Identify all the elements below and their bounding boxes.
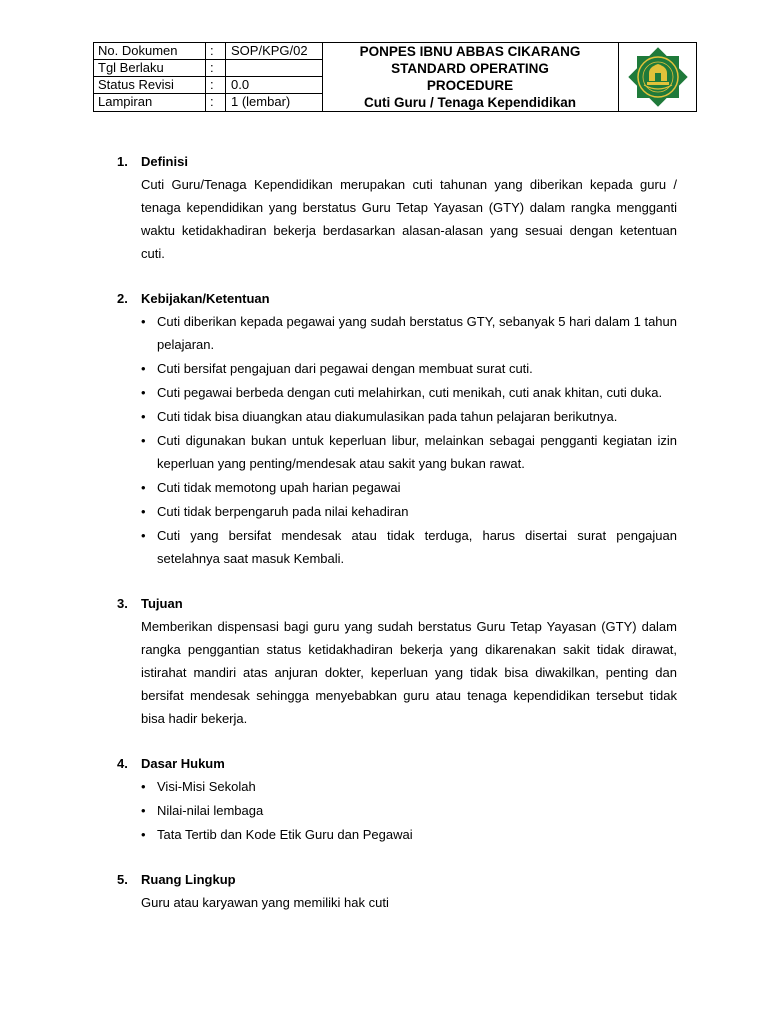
meta-colon: : [210, 60, 214, 75]
list-item-text: Cuti pegawai berbeda dengan cuti melahirkan, cuti menikah, cuti anak khitan, cuti duka. [157, 385, 663, 400]
section-number: 5. [117, 872, 128, 887]
meta-row-no-dokumen [94, 43, 322, 60]
section-heading [117, 592, 677, 615]
meta-colon: : [210, 94, 214, 109]
bullet-icon: • [141, 433, 146, 448]
meta-row-lampiran [94, 94, 322, 111]
meta-row-tgl-berlaku [94, 60, 322, 77]
meta-colon: : [210, 43, 214, 58]
list-item [141, 775, 677, 798]
section-heading [117, 150, 677, 173]
table-divider [225, 43, 226, 111]
bullet-icon: • [141, 409, 146, 424]
document-body [117, 150, 677, 936]
section-number: 3. [117, 596, 128, 611]
section-paragraph: Memberikan dispensasi bagi guru yang sudah berstatus Guru Tetap Yayasan (GTY) dalam rangka penggantian status ketidakhadiran bekerja yang dikarenakan sakit tidak dirawat, istirahat mandiri atas anjuran dokter, keperluan yang tidak bisa diwakilkan, penting dan bersifat mendesak sehingga menyebabkan guru atau tenaga kependidikan tersebut tidak bisa hadir bekerja. [141, 619, 677, 726]
section-dasar-hukum [117, 752, 677, 846]
list-item-text: Cuti tidak berpengaruh pada nilai kehadiran [157, 504, 409, 519]
list-item [141, 357, 677, 380]
document-meta [94, 43, 322, 111]
bullet-icon: • [141, 528, 146, 543]
list-item-text: Cuti tidak bisa diuangkan atau diakumulasikan pada tahun pelajaran berikutnya. [157, 409, 618, 424]
section-number: 2. [117, 291, 128, 306]
list-item-text: Cuti diberikan kepada pegawai yang sudah berstatus GTY, sebanyak 5 hari dalam 1 tahun pelajaran. [157, 314, 677, 352]
list-item [141, 310, 677, 356]
list-item [141, 429, 677, 475]
section-title: Tujuan [141, 596, 183, 611]
section-title: Definisi [141, 154, 188, 169]
section-paragraph: Cuti Guru/Tenaga Kependidikan merupakan cuti tahunan yang diberikan kepada guru / tenaga kependidikan yang berstatus Guru Tetap Yayasan (GTY) dalam rangka mengganti waktu ketidakhadiran bekerja berdasarkan alasan-alasan yang sesuai dengan ketentuan cuti. [141, 177, 677, 261]
bullet-icon: • [141, 827, 146, 842]
list-item [141, 823, 677, 846]
document-header-table [93, 42, 697, 112]
list-item [141, 381, 677, 404]
section-ruang-lingkup [117, 868, 677, 914]
meta-label: Lampiran [98, 94, 153, 109]
meta-value: 0.0 [231, 77, 250, 92]
meta-label: Status Revisi [98, 77, 174, 92]
bullet-icon: • [141, 314, 146, 329]
section-paragraph: Guru atau karyawan yang memiliki hak cuti [141, 895, 389, 910]
section-definisi [117, 150, 677, 265]
meta-value: 1 (lembar) [231, 94, 291, 109]
sop-title-line1: STANDARD OPERATING [391, 61, 549, 76]
school-emblem-icon [619, 43, 696, 111]
list-item-text: Tata Tertib dan Kode Etik Guru dan Pegawai [157, 827, 413, 842]
meta-row-status-revisi [94, 77, 322, 94]
institution-name: PONPES IBNU ABBAS CIKARANG [359, 44, 581, 59]
bullet-icon: • [141, 779, 146, 794]
meta-label: Tgl Berlaku [98, 60, 164, 75]
section-number: 4. [117, 756, 128, 771]
bullet-icon: • [141, 803, 146, 818]
section-heading [117, 287, 677, 310]
meta-value: SOP/KPG/02 [231, 43, 308, 58]
document-title-block [322, 43, 618, 111]
list-item [141, 405, 677, 428]
meta-label: No. Dokumen [98, 43, 178, 58]
bullet-icon: • [141, 480, 146, 495]
sop-title-line2: PROCEDURE [426, 78, 514, 93]
list-item [141, 799, 677, 822]
section-heading [117, 752, 677, 775]
list-item-text: Cuti yang bersifat mendesak atau tidak terduga, harus disertai surat pengajuan setelahnya saat masuk Kembali. [157, 528, 677, 566]
list-item [141, 500, 677, 523]
bullet-icon: • [141, 385, 146, 400]
section-title: Kebijakan/Ketentuan [141, 291, 270, 306]
list-item-text: Visi-Misi Sekolah [157, 779, 256, 794]
list-item-text: Cuti digunakan bukan untuk keperluan libur, melainkan sebagai pengganti kegiatan izin keperluan yang penting/mendesak atau sakit yang bukan rawat. [157, 433, 677, 471]
policy-list [117, 310, 677, 570]
sop-subject: Cuti Guru / Tenaga Kependidikan [363, 95, 577, 110]
section-number: 1. [117, 154, 128, 169]
table-divider [205, 43, 206, 111]
legal-basis-list [117, 775, 677, 846]
list-item [141, 476, 677, 499]
bullet-icon: • [141, 361, 146, 376]
meta-colon: : [210, 77, 214, 92]
list-item-text: Cuti bersifat pengajuan dari pegawai dengan membuat surat cuti. [157, 361, 533, 376]
section-title: Ruang Lingkup [141, 872, 236, 887]
list-item-text: Nilai-nilai lembaga [157, 803, 264, 818]
section-tujuan [117, 592, 677, 730]
section-kebijakan [117, 287, 677, 570]
list-item [141, 524, 677, 570]
section-heading [117, 868, 677, 891]
list-item-text: Cuti tidak memotong upah harian pegawai [157, 480, 401, 495]
bullet-icon: • [141, 504, 146, 519]
section-title: Dasar Hukum [141, 756, 225, 771]
